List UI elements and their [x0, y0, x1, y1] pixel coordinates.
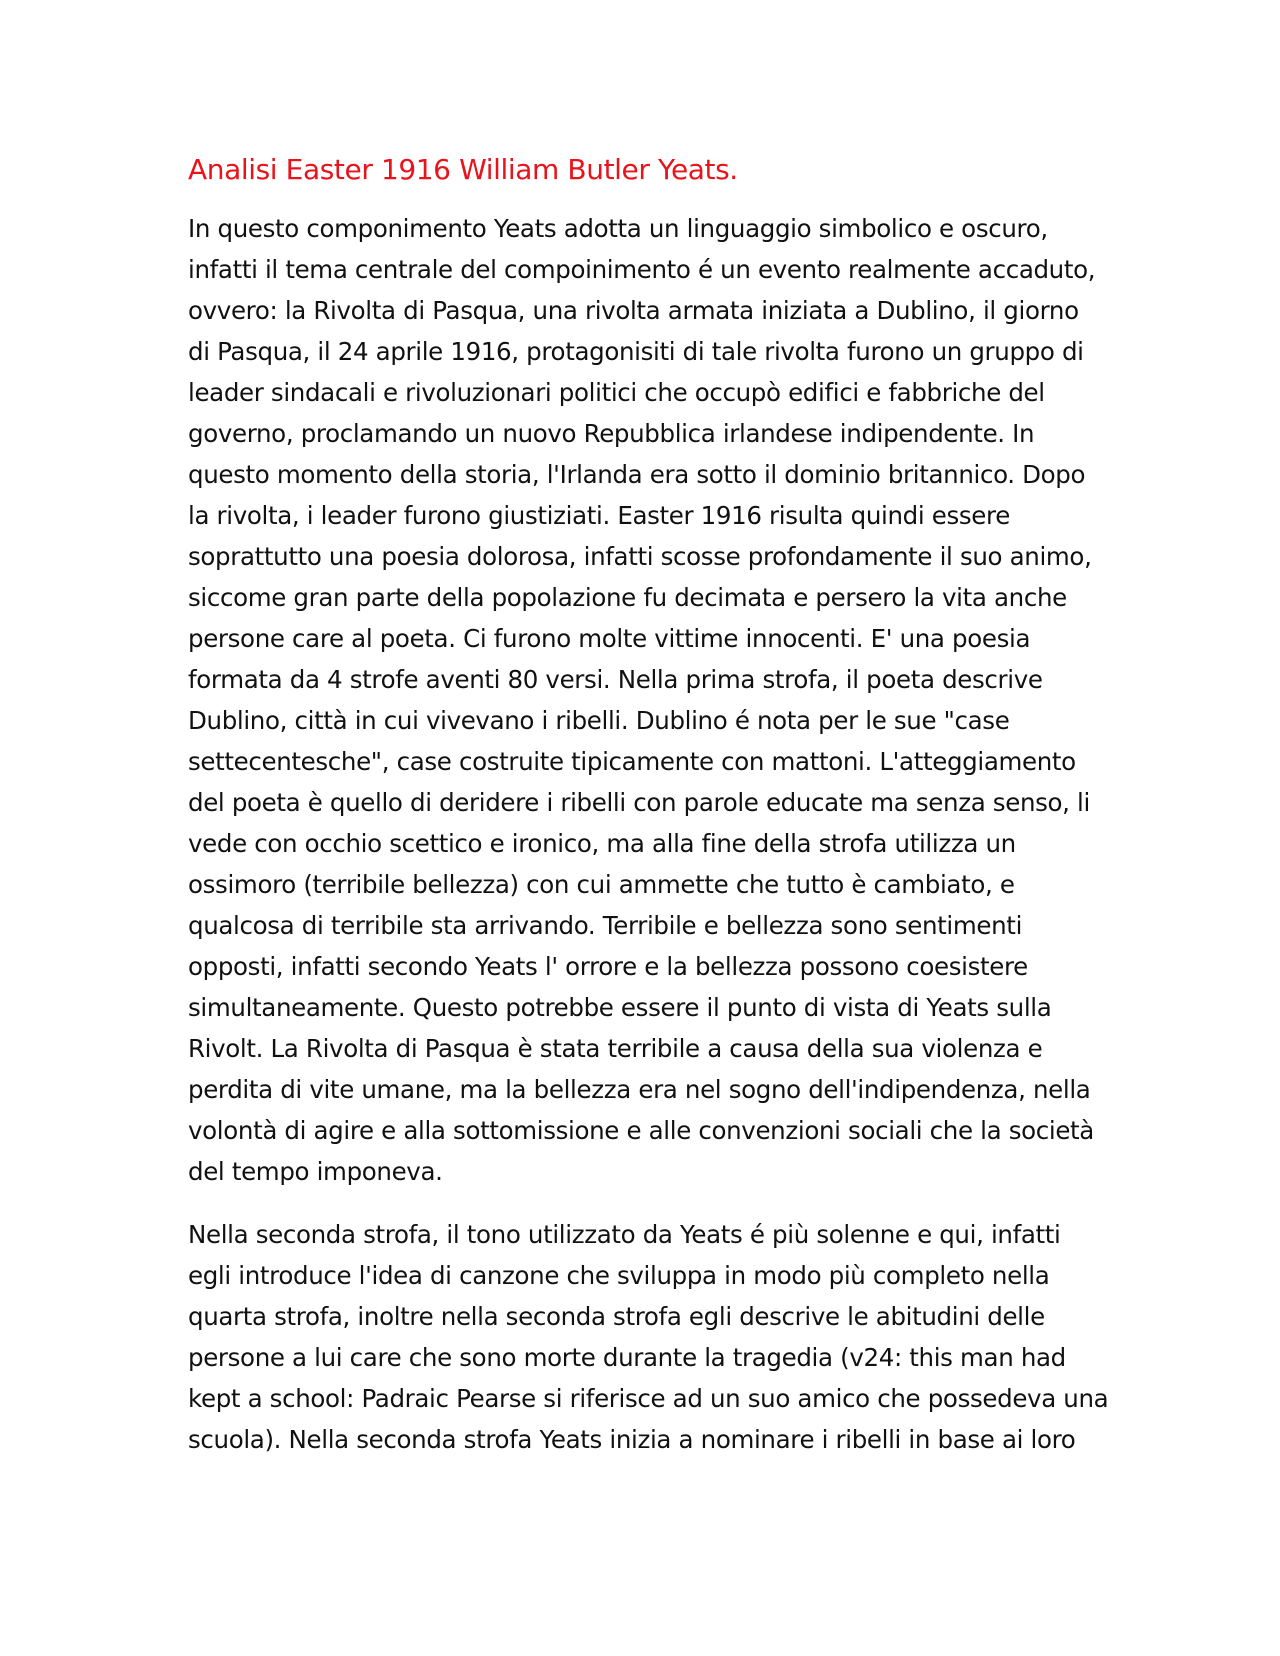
- paragraph-line: ovvero: la Rivolta di Pasqua, una rivolta armata iniziata a Dublino, il giorno: [188, 296, 1079, 325]
- paragraph-line: simultaneamente. Questo potrebbe essere il punto di vista di Yeats sulla: [188, 993, 1052, 1022]
- paragraph-line: governo, proclamando un nuovo Repubblica irlandese indipendente. In: [188, 419, 1035, 448]
- paragraph-line: del poeta è quello di deridere i ribelli con parole educate ma senza senso, li: [188, 788, 1090, 817]
- paragraph-line: opposti, infatti secondo Yeats l' orrore e la bellezza possono coesistere: [188, 952, 1028, 981]
- paragraph-line: siccome gran parte della popolazione fu decimata e persero la vita anche: [188, 583, 1067, 612]
- paragraph-line: leader sindacali e rivoluzionari politici che occupò edifici e fabbriche del: [188, 378, 1045, 407]
- paragraph-line: quarta strofa, inoltre nella seconda strofa egli descrive le abitudini delle: [188, 1302, 1045, 1331]
- paragraph-line: settecentesche", case costruite tipicamente con mattoni. L'atteggiamento: [188, 747, 1076, 776]
- document-body: [188, 150, 1109, 1482]
- paragraph-line: perdita di vite umane, ma la bellezza era nel sogno dell'indipendenza, nella: [188, 1075, 1091, 1104]
- paragraph-line: Dublino, città in cui vivevano i ribelli. Dublino é nota per le sue "case: [188, 706, 1010, 735]
- paragraph-line: Rivolt. La Rivolta di Pasqua è stata terribile a causa della sua violenza e: [188, 1034, 1043, 1063]
- paragraph-line: infatti il tema centrale del compoinimento é un evento realmente accaduto,: [188, 255, 1096, 284]
- paragraph-line: ossimoro (terribile bellezza) con cui ammette che tutto è cambiato, e: [188, 870, 1015, 899]
- body-paragraph: [188, 1214, 1109, 1460]
- paragraph-line: persone care al poeta. Ci furono molte vittime innocenti. E' una poesia: [188, 624, 1031, 653]
- body-paragraph: [188, 208, 1098, 1192]
- paragraph-line: egli introduce l'idea di canzone che sviluppa in modo più completo nella: [188, 1261, 1050, 1290]
- paragraph-line: soprattutto una poesia dolorosa, infatti scosse profondamente il suo animo,: [188, 542, 1092, 571]
- paragraphs-container: [188, 208, 1109, 1460]
- paragraph-line: del tempo imponeva.: [188, 1157, 443, 1186]
- paragraph-line: In questo componimento Yeats adotta un linguaggio simbolico e oscuro,: [188, 214, 1048, 243]
- paragraph-line: qualcosa di terribile sta arrivando. Terribile e bellezza sono sentimenti: [188, 911, 1023, 940]
- paragraph-line: persone a lui care che sono morte durante la tragedia (v24: this man had: [188, 1343, 1066, 1372]
- paragraph-line: la rivolta, i leader furono giustiziati. Easter 1916 risulta quindi essere: [188, 501, 1010, 530]
- paragraph-line: vede con occhio scettico e ironico, ma alla fine della strofa utilizza un: [188, 829, 1016, 858]
- paragraph-line: di Pasqua, il 24 aprile 1916, protagonisiti di tale rivolta furono un gruppo di: [188, 337, 1084, 366]
- paragraph-line: Nella seconda strofa, il tono utilizzato da Yeats é più solenne e qui, infatti: [188, 1220, 1061, 1249]
- paragraph-line: volontà di agire e alla sottomissione e alle convenzioni sociali che la società: [188, 1116, 1094, 1145]
- document-title: Analisi Easter 1916 William Butler Yeats.: [188, 153, 738, 186]
- paragraph-line: kept a school: Padraic Pearse si riferisce ad un suo amico che possedeva una: [188, 1384, 1109, 1413]
- paragraph-line: questo momento della storia, l'Irlanda era sotto il dominio britannico. Dopo: [188, 460, 1086, 489]
- paragraph-line: formata da 4 strofe aventi 80 versi. Nella prima strofa, il poeta descrive: [188, 665, 1043, 694]
- paragraph-line: scuola). Nella seconda strofa Yeats inizia a nominare i ribelli in base ai loro: [188, 1425, 1076, 1454]
